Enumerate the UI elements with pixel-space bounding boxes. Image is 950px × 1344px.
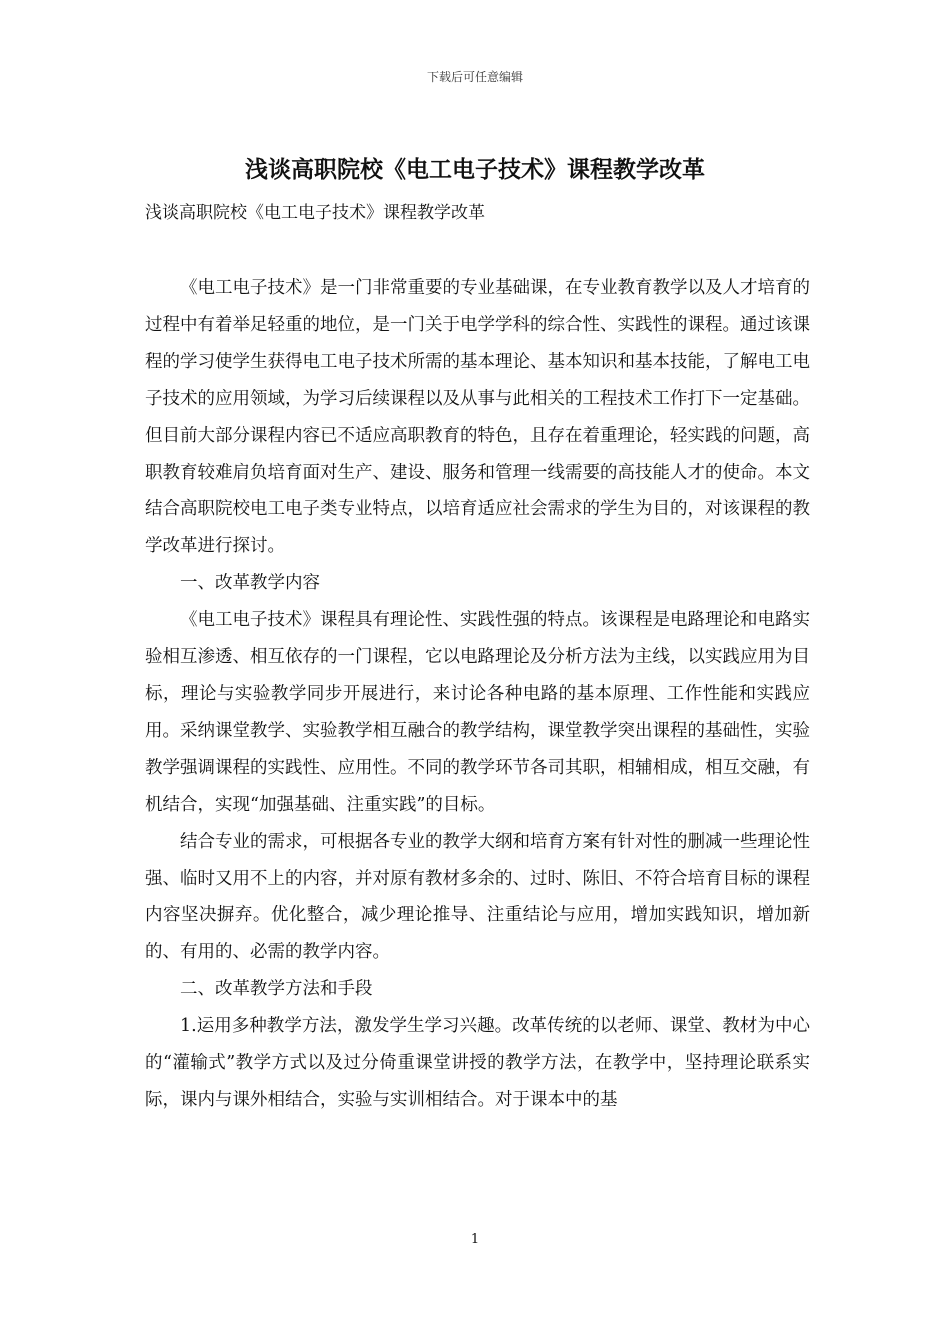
paragraph-method-1: 1.运用多种教学方法，激发学生学习兴趣。改革传统的以老师、课堂、教材为中心的“灌输式”教学方式以及过分倚重课堂讲授的教学方法，在教学中，坚持理论联系实际，课内与课外相结合，实验与实训相结合。对于课本中的基: [145, 1016, 810, 1110]
section-heading-2: 二、改革教学方法和手段: [180, 979, 373, 1000]
page-number: 1: [470, 1232, 480, 1247]
paragraph-content-1: 《电工电子技术》课程具有理论性、实践性强的特点。该课程是电路理论和电路实验相互渗透、相互依存的一门课程，它以电路理论及分析方法为主线，以实践应用为目标，理论与实验教学同步开展进行，来讨论各种电路的基本原理、工作性能和实践应用。采纳课堂教学、实验教学相互融合的教学结构，课堂教学突出课程的基础性，实验教学强调课程的实践性、应用性。不同的教学环节各司其职，相辅相成，相互交融，有机结合，实现“加强基础、注重实践”的目标。: [145, 610, 810, 815]
header-note: 下载后可任意编辑: [426, 70, 523, 84]
document-title: 浅谈高职院校《电工电子技术》课程教学改革: [245, 156, 705, 183]
document-body: [145, 270, 810, 1119]
document-subtitle: 浅谈高职院校《电工电子技术》课程教学改革: [145, 203, 485, 223]
paragraph-content-2: 结合专业的需求，可根据各专业的教学大纲和培育方案有针对性的删减一些理论性强、临时又用不上的内容，并对原有教材多余的、过时、陈旧、不符合培育目标的课程内容坚决摒弃。优化整合，减少理论推导、注重结论与应用，增加实践知识，增加新的、有用的、必需的教学内容。: [145, 831, 810, 963]
section-heading-1: 一、改革教学内容: [180, 573, 320, 594]
paragraph-intro: 《电工电子技术》是一门非常重要的专业基础课，在专业教育教学以及人才培育的过程中有着举足轻重的地位，是一门关于电学学科的综合性、实践性的课程。通过该课程的学习使学生获得电工电子技术所需的基本理论、基本知识和基本技能，了解电工电子技术的应用领域，为学习后续课程以及从事与此相关的工程技术工作打下一定基础。但目前大部分课程内容已不适应高职教育的特色，且存在着重理论，轻实践的问题，高职教育较难肩负培育面对生产、建设、服务和管理一线需要的高技能人才的使命。本文结合高职院校电工电子类专业特点，以培育适应社会需求的学生为目的，对该课程的教学改革进行探讨。: [145, 278, 810, 557]
